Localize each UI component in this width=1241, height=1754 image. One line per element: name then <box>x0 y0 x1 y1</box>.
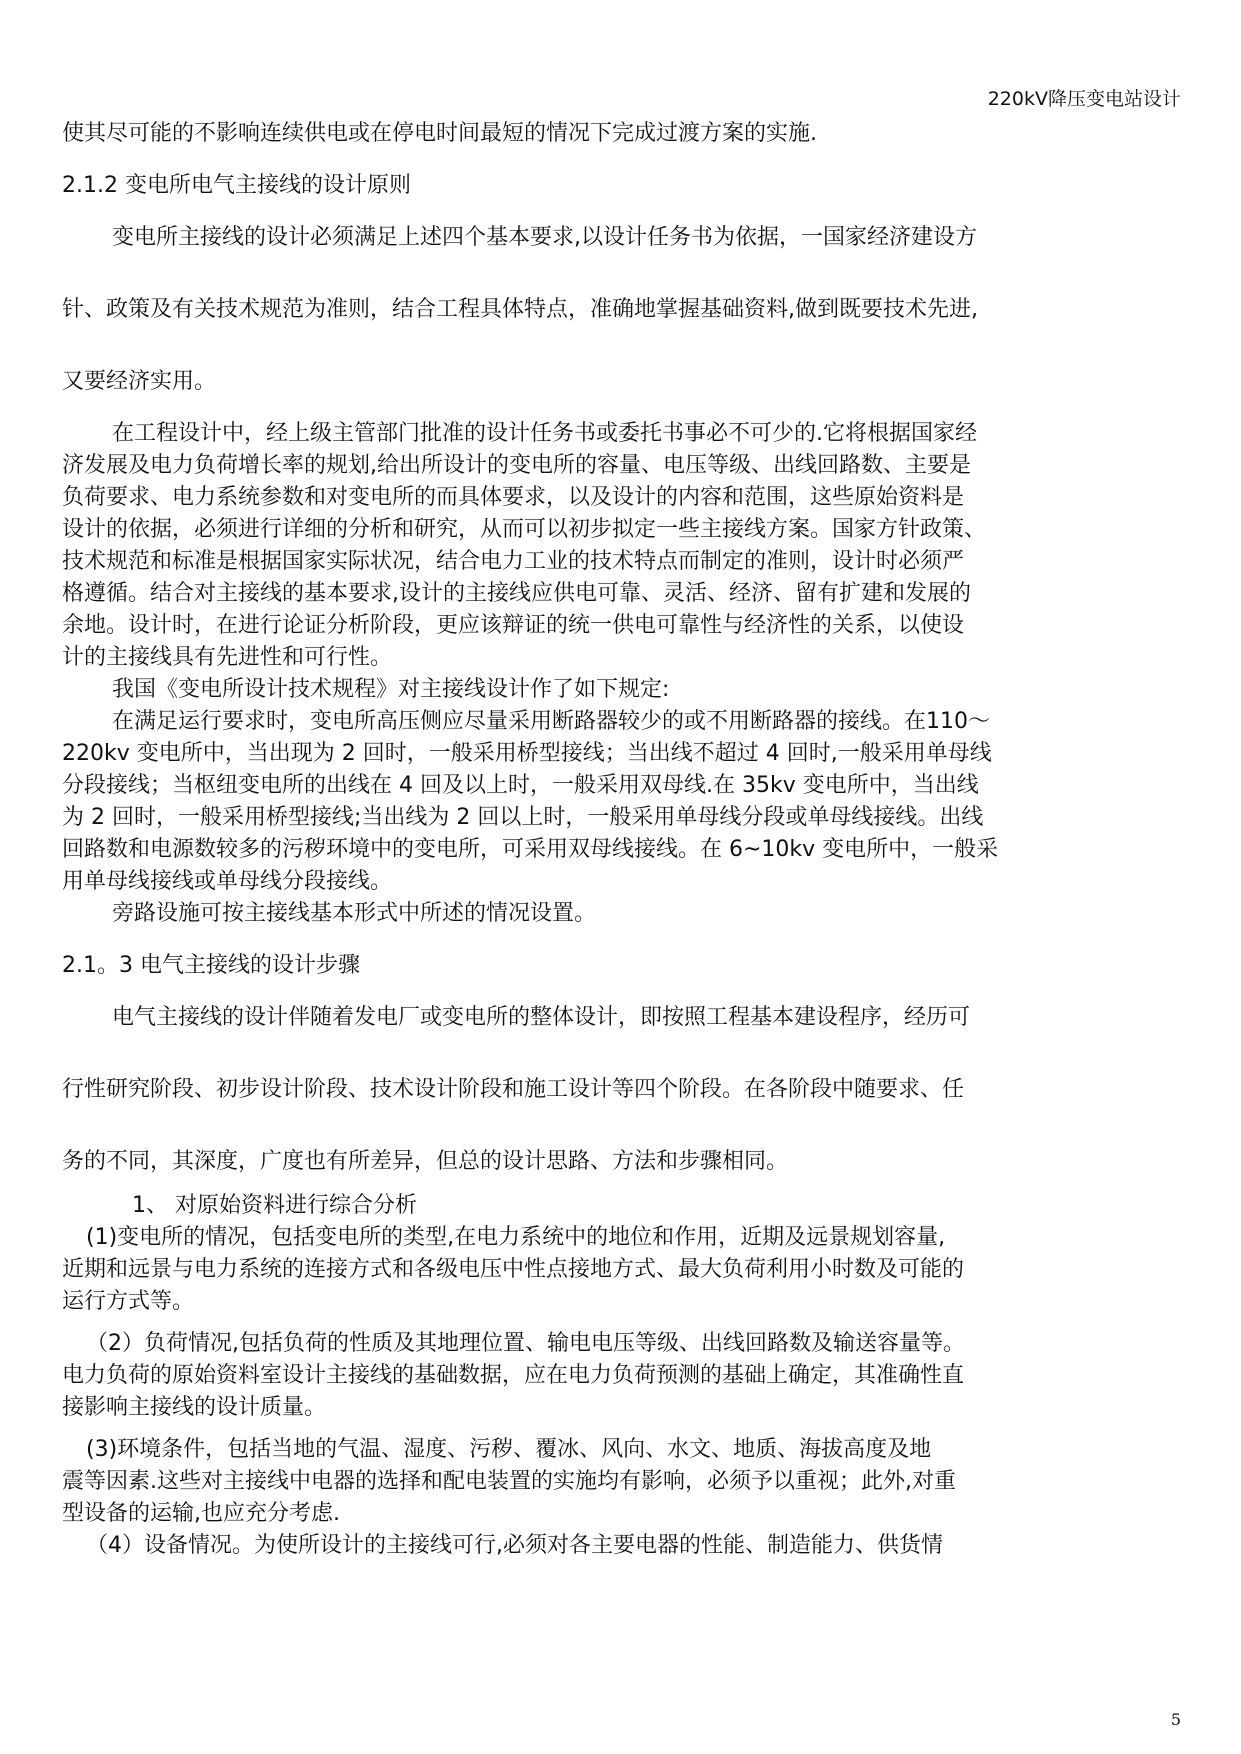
text-line: 近期和远景与电力系统的连接方式和各级电压中性点接地方式、最大负荷利用小时数及可能的 <box>62 1257 965 1282</box>
text-line: 行性研究阶段、初步设计阶段、技术设计阶段和施工设计等四个阶段。在各阶段中随要求、任 <box>62 1077 965 1102</box>
text-line: 在满足运行要求时，变电所高压侧应尽量采用断路器较少的或不用断路器的接线。在110～ <box>112 709 990 734</box>
text-line: (1)变电所的情况，包括变电所的类型,在电力系统中的地位和作用，近期及远景规划容量, <box>86 1225 946 1250</box>
text-line: 济发展及电力负荷增长率的规划,给出所设计的变电所的容量、电压等级、出线回路数、主要是 <box>62 453 971 478</box>
section-heading: 2.1.2 变电所电气主接线的设计原则 <box>62 173 411 198</box>
text-line: 针、政策及有关技术规范为准则，结合工程具体特点，准确地掌握基础资料,做到既要技术先进, <box>62 297 978 322</box>
text-line: 运行方式等。 <box>62 1289 195 1314</box>
text-line: 旁路设施可按主接线基本形式中所述的情况设置。 <box>112 901 597 926</box>
section-heading: 2.1。3 电气主接线的设计步骤 <box>62 953 360 978</box>
text-line: (3)环境条件，包括当地的气温、湿度、污秽、覆冰、风向、水文、地质、海拔高度及地 <box>86 1437 932 1462</box>
text-line: 电气主接线的设计伴随着发电厂或变电所的整体设计，即按照工程基本建设程序，经历可 <box>112 1005 971 1030</box>
text-line: 技术规范和标准是根据国家实际状况，结合电力工业的技术特点而制定的准则，设计时必须严 <box>62 549 965 574</box>
text-line: 震等因素.这些对主接线中电器的选择和配电装置的实施均有影响，必须予以重视；此外,对重 <box>62 1469 956 1494</box>
text-line: 务的不同，其深度，广度也有所差异，但总的设计思路、方法和步骤相同。 <box>62 1149 789 1174</box>
text-line: 负荷要求、电力系统参数和对变电所的而具体要求，以及设计的内容和范围，这些原始资料是 <box>62 485 965 510</box>
list-item-heading: 1、 对原始资料进行综合分析 <box>132 1193 417 1218</box>
text-line: （4）设备情况。为使所设计的主接线可行,必须对各主要电器的性能、制造能力、供货情 <box>86 1533 943 1558</box>
document-body <box>62 118 1182 1562</box>
text-line: 用单母线接线或单母线分段接线。 <box>62 869 393 894</box>
text-line: 格遵循。结合对主接线的基本要求,设计的主接线应供电可靠、灵活、经济、留有扩建和发展的 <box>62 581 971 606</box>
text-line: 计的主接线具有先进性和可行性。 <box>62 645 393 670</box>
page-number: 5 <box>1170 1710 1181 1729</box>
text-line: 余地。设计时，在进行论证分析阶段，更应该辩证的统一供电可靠性与经济性的关系，以使设 <box>62 613 965 638</box>
text-line: 又要经济实用。 <box>62 369 217 394</box>
text-line: 型设备的运输,也应充分考虑. <box>62 1501 340 1526</box>
text-line: 在工程设计中，经上级主管部门批准的设计任务书或委托书事必不可少的.它将根据国家经 <box>112 421 977 446</box>
running-header: 220kV降压变电站设计 <box>987 88 1181 110</box>
text-line: 使其尽可能的不影响连续供电或在停电时间最短的情况下完成过渡方案的实施. <box>62 121 817 146</box>
text-line: 变电所主接线的设计必须满足上述四个基本要求,以设计任务书为依据，一国家经济建设方 <box>112 225 977 250</box>
text-line: 接影响主接线的设计质量。 <box>62 1395 327 1420</box>
text-line: 分段接线；当枢纽变电所的出线在 4 回及以上时，一般采用双母线.在 35kv 变电所中，当出线 <box>62 773 979 798</box>
text-line: 回路数和电源数较多的污秽环境中的变电所，可采用双母线接线。在 6~10kv 变电所中，一般采 <box>62 837 999 862</box>
text-line: （2）负荷情况,包括负荷的性质及其地理位置、输电电压等级、出线回路数及输送容量等。 <box>86 1331 965 1356</box>
text-line: 为 2 回时，一般采用桥型接线;当出线为 2 回以上时，一般采用单母线分段或单母线接线。出线 <box>62 805 984 830</box>
text-line: 我国《变电所设计技术规程》对主接线设计作了如下规定: <box>112 677 670 702</box>
text-line: 220kv 变电所中，当出现为 2 回时，一般采用桥型接线；当出线不超过 4 回时,一般采用单母线 <box>62 741 992 766</box>
text-line: 电力负荷的原始资料室设计主接线的基础数据，应在电力负荷预测的基础上确定，其准确性直 <box>62 1363 965 1388</box>
text-line: 设计的依据，必须进行详细的分析和研究，从而可以初步拟定一些主接线方案。国家方针政策、 <box>62 517 987 542</box>
